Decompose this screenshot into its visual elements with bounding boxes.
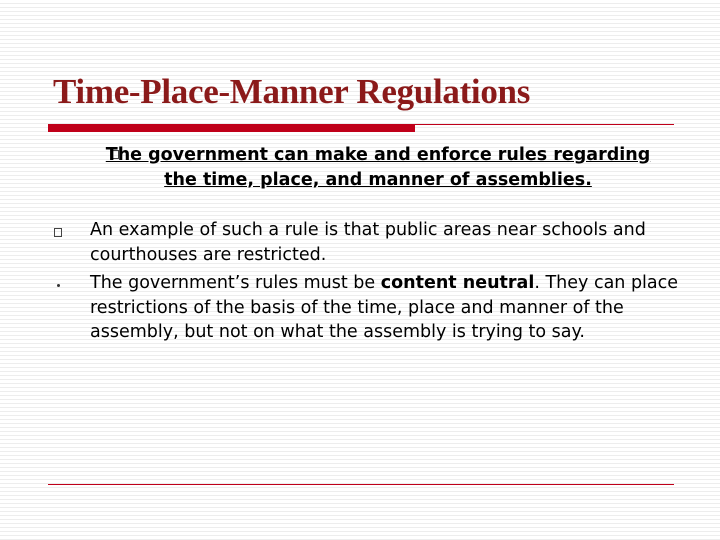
bullet-3-emphasis: content neutral	[380, 273, 535, 293]
bullet-2-text: An example of such a rule is that public areas near schools and courthouses are restricted.	[90, 220, 646, 265]
dot-bullet-icon	[57, 284, 60, 287]
slide-title: Time-Place-Manner Regulations	[53, 72, 531, 111]
bullet-1-text: The government can make and enforce rules regarding the time, place, and manner of assemblies.	[105, 145, 651, 190]
square-bullet-icon	[54, 228, 62, 237]
bullet-3-text-end: . They can place restrictions of the basis of the time, place and manner of the assembly, but not on what the assembly is trying to say.	[90, 273, 679, 342]
title-underline-thick	[48, 124, 415, 132]
title-underline-thin	[415, 124, 674, 125]
bullet-3-text-start: The government’s rules must be	[90, 273, 381, 293]
bottom-rule	[48, 484, 674, 485]
bullet-3-text	[90, 271, 680, 345]
